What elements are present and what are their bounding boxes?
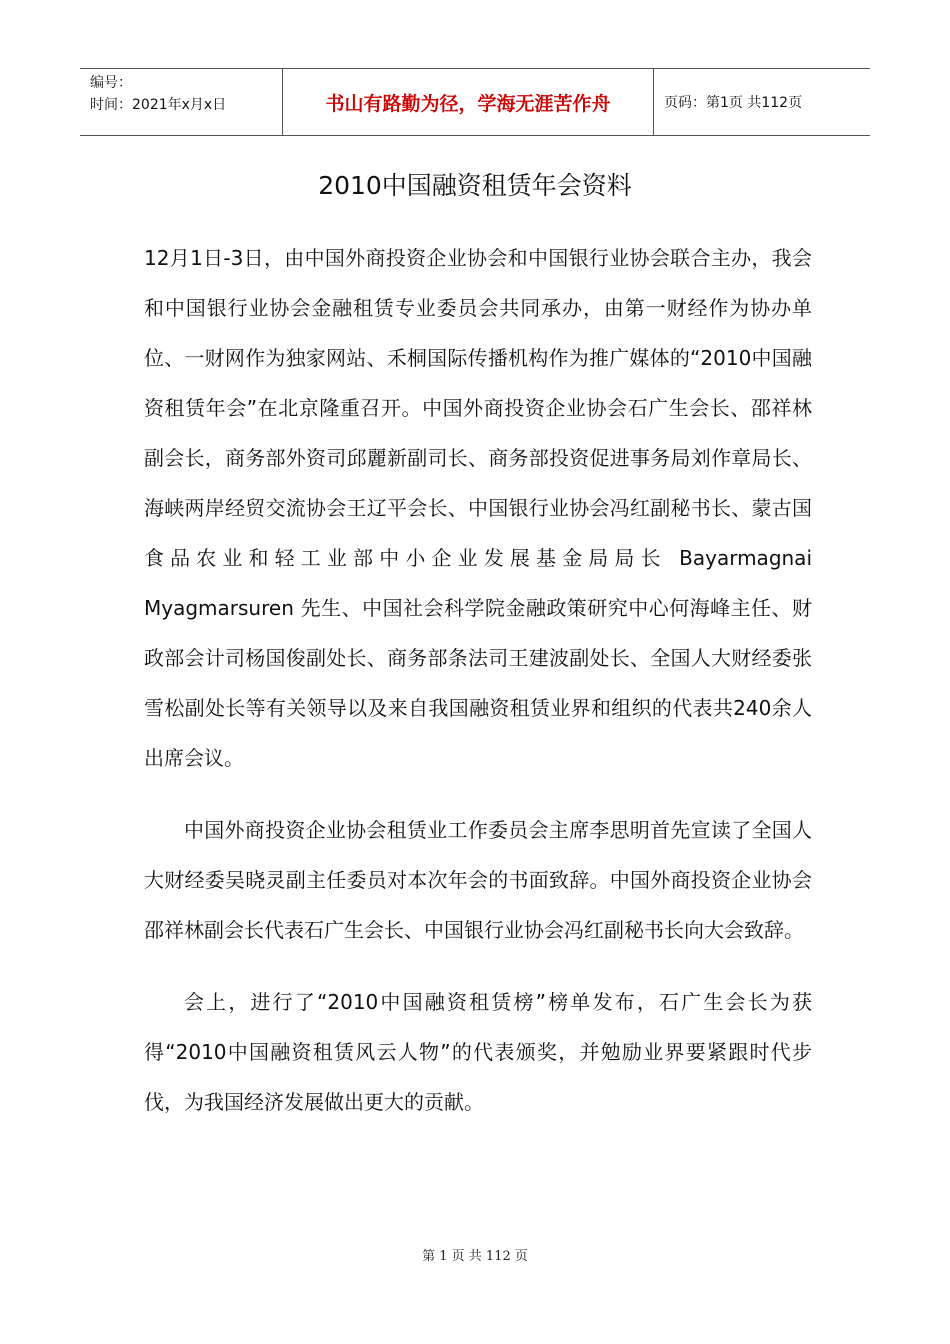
document-body [144, 233, 812, 1127]
document-title: 2010中国融资租赁年会资料 [318, 171, 632, 200]
header-page-info: 页码：第1页 共112页 [664, 95, 803, 111]
paragraph-2: 中国外商投资企业协会租赁业工作委员会主席李思明首先宣读了全国人大财经委吴晓灵副主任委员对本次年会的书面致辞。中国外商投资企业协会邵祥林副会长代表石广生会长、中国银行业协会冯红副秘书长向大会致辞。 [144, 818, 812, 942]
paragraph-3: 会上，进行了“2010中国融资租赁榜”榜单发布，石广生会长为获得“2010中国融资租赁风云人物”的代表颁奖，并勉励业界要紧跟时代步伐，为我国经济发展做出更大的贡献。 [144, 990, 812, 1114]
paragraph-1: 12月1日-3日，由中国外商投资企业协会和中国银行业协会联合主办，我会和中国银行业协会金融租赁专业委员会共同承办，由第一财经作为协办单位、一财网作为独家网站、禾桐国际传播机构作为推广媒体的“2010中国融资租赁年会”在北京隆重召开。中国外商投资企业协会石广生会长、邵祥林副会长，商务部外资司邱麗新副司长、商务部投资促进事务局刘作章局长、海峡两岸经贸交流协会王辽平会长、中国银行业协会冯红副秘书长、蒙古国食品农业和轻工业部中小企业发展基金局局长 Bayarmagnai Myagmarsuren 先生、中国社会科学院金融政策研究中心何海峰主任、财政部会计司杨国俊副处长、商务部条法司王建波副处长、全国人大财经委张雪松副处长等有关领导以及来自我国融资租赁业界和组织的代表共240余人出席会议。 [144, 246, 812, 770]
header-meta [80, 69, 282, 135]
document-number-label: 编号： [90, 75, 132, 91]
document-time-label: 时间：2021年x月x日 [90, 97, 227, 113]
page-footer: 第 1 页 共 112 页 [422, 1249, 528, 1264]
page-header [80, 68, 870, 136]
header-motto: 书山有路勤为径，学海无涯苦作舟 [282, 69, 654, 135]
